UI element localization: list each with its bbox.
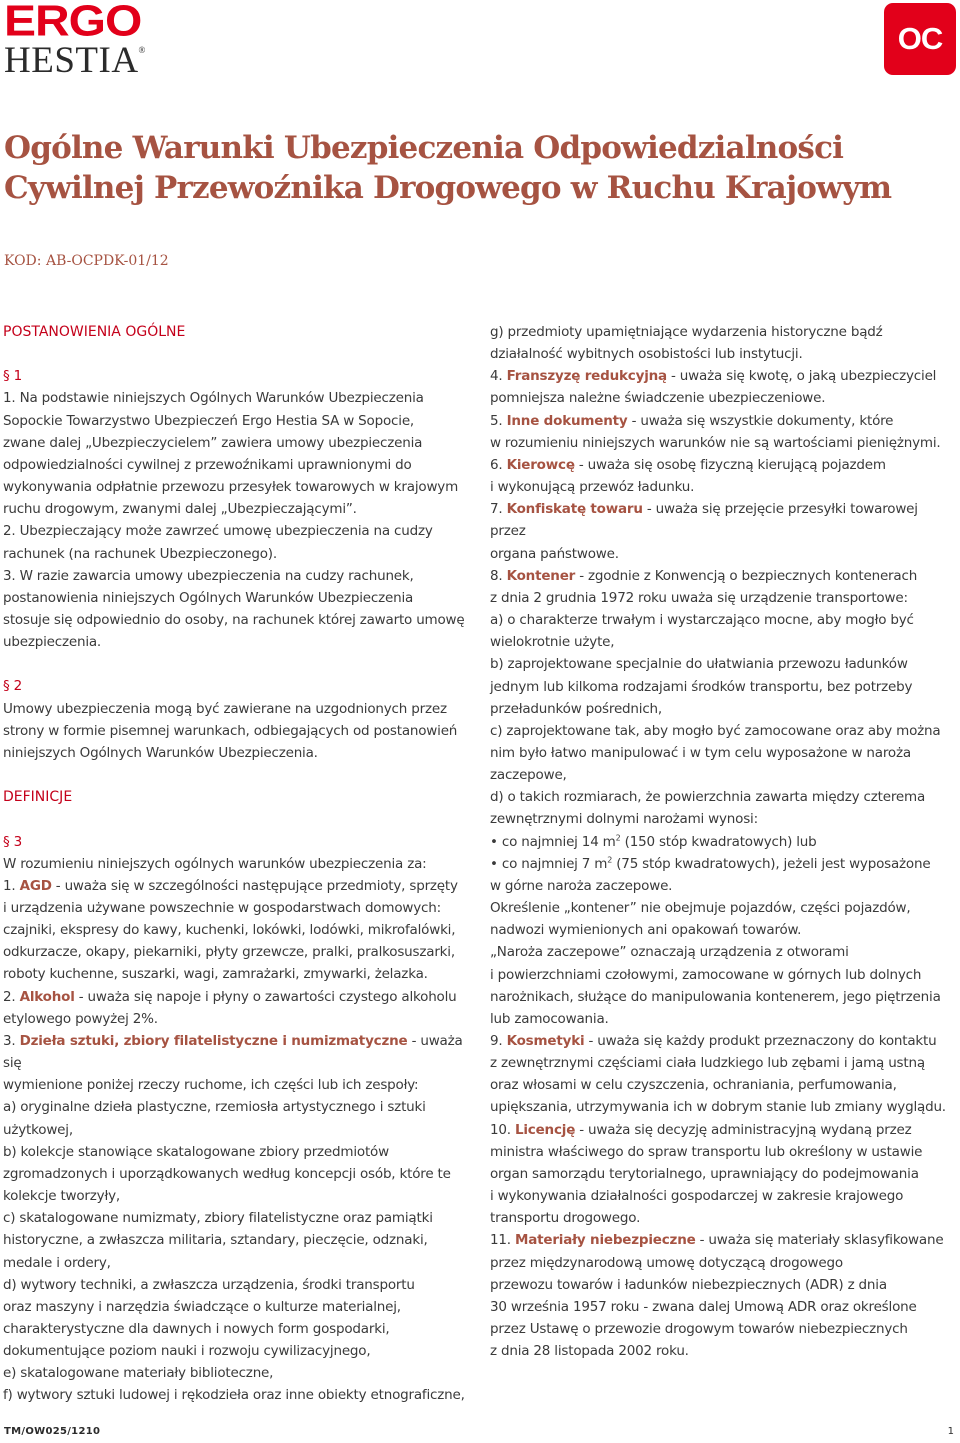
logo-hestia-text [4, 40, 146, 81]
text-line: c) zaprojektowane tak, aby mogło być zamocowane oraz aby można [490, 722, 941, 739]
definition-item [490, 1229, 955, 1251]
page-number: 1 [947, 1426, 954, 1437]
definition-text: - uważa się osobę fizyczną kierującą pojazdem [574, 456, 886, 473]
text-line: Sopockie Towarzystwo Ubezpieczeń Ergo Hestia SA w Sopocie, [3, 412, 415, 429]
text-line: narożnikach, służące do manipulowania kontenerem, jego piętrzenia [490, 988, 941, 1005]
text-line: „Naroża zaczepowe” oznaczają urządzenia z otworami [490, 944, 849, 961]
text-line: 1. Na podstawie niniejszych Ogólnych Warunków Ubezpieczenia [3, 390, 424, 407]
text-line: a) oryginalne dzieła plastyczne, rzemiosła artystycznego i sztuki [3, 1099, 426, 1116]
definition-text: - uważa się wszystkie dokumenty, które [627, 412, 894, 429]
text-line: postanowienia niniejszych Ogólnych Warunków Ubezpieczenia [3, 589, 414, 606]
definition-term: Licencję [514, 1121, 576, 1138]
text-line: b) kolekcje stanowiące skatalogowane zbiory przedmiotów [3, 1143, 389, 1160]
bullet-text: (75 stóp kwadratowych), jeżeli jest wyposażone [612, 855, 931, 872]
text-line: charakterystyczne dla dawnych i nowych form gospodarki, [3, 1320, 390, 1337]
text-line: zwane dalej „Ubezpieczycielem” zawiera umowy ubezpieczenia [3, 434, 423, 451]
text-line: przez międzynarodową umowę dotyczącą drogowego [490, 1254, 843, 1271]
text-line: 30 września 1957 roku - zwana dalej Umową ADR oraz określone [490, 1298, 917, 1315]
text-line: c) skatalogowane numizmaty, zbiory filatelistyczne oraz pamiątki [3, 1210, 433, 1227]
definition-term: Inne dokumenty [506, 412, 628, 429]
text-line: pomniejsza należne świadczenie ubezpieczeniowe. [490, 390, 826, 407]
text-line: kolekcje tworzyły, [3, 1188, 120, 1205]
text-line: wykonywania odpłatnie przewozu przesyłek towarowych w krajowym [3, 479, 459, 496]
text-line: ubezpieczenia. [3, 634, 102, 651]
registered-mark: ® [138, 45, 146, 55]
text-line: d) o takich rozmiarach, że powierzchnia zawarta między czterema [490, 789, 926, 806]
definition-term: Franszyzę redukcyjną [506, 368, 667, 385]
text-line: lub zamocowania. [490, 1010, 609, 1027]
text-line: jednym lub kilkoma rodzajami środków transportu, bez potrzeby [490, 678, 913, 695]
text-line: odkurzacze, okapy, piekarniki, płyty grzewcze, pralki, pralkosuszarki, [3, 944, 455, 961]
text-line: i powierzchniami czołowymi, zamocowane w górnych lub dolnych [490, 966, 922, 983]
definition-text: - uważa się napoje i płyny o zawartości czystego alkoholu [74, 988, 457, 1005]
text-line: stosuje się odpowiednio do osoby, na rachunek której zawarto umowę [3, 612, 465, 629]
bullet-text: • co najmniej 7 m [490, 855, 608, 872]
bullet-item [490, 831, 955, 853]
text-line: zgromadzonych i uporządkowanych według koncepcji osób, które te [3, 1165, 451, 1182]
text-line: roboty kuchenne, suszarki, wagi, zamrażarki, zmywarki, żelazka. [3, 966, 428, 983]
text-line: w górne naroża zaczepowe. [490, 877, 673, 894]
text-line: z dnia 28 listopada 2002 roku. [490, 1343, 689, 1360]
product-badge: OC [884, 3, 956, 75]
text-line: nadwozi wymienionych ani opakowań towarów. [490, 922, 802, 939]
paragraph-number-1: § 1 [3, 368, 23, 385]
text-line: b) zaprojektowane specjalnie do ułatwiania przewozu ładunków [490, 656, 908, 673]
paragraph-number-3: § 3 [3, 833, 23, 850]
superscript: 2 [615, 833, 621, 843]
logo-ergo-text: ERGO [4, 0, 142, 46]
definition-number: 7. [490, 501, 507, 518]
definition-number: 9. [490, 1033, 507, 1049]
definition-number: 4. [490, 368, 507, 385]
document-code: KOD: AB-OCPDK-01/12 [4, 253, 169, 269]
text-line: transportu drogowego. [490, 1210, 641, 1227]
text-line: dokumentujące poziom nauki i rozwoju cywilizacyjnego, [3, 1343, 371, 1360]
definition-text: - uważa się decyzję administracyjną wydaną przez [575, 1121, 912, 1138]
definition-item [490, 365, 955, 387]
bullet-text: (150 stóp kwadratowych) lub [620, 833, 817, 850]
ergo-hestia-logo [4, 0, 146, 81]
text-line: oraz włosami w celu czyszczenia, ochraniania, perfumowania, [490, 1077, 897, 1094]
text-line: historyczne, a zwłaszcza militaria, sztandary, pieczęcie, odznaki, [3, 1232, 428, 1249]
text-line: nim było łatwo manipulować i w tym celu wyposażone w naroża [490, 744, 911, 761]
text-line: z zewnętrznymi częściami ciała ludzkiego lub zębami i jamą ustną [490, 1055, 925, 1072]
text-line: g) przedmioty upamiętniające wydarzenia historyczne bądź [490, 324, 883, 340]
text-line: użytkowej, [3, 1121, 73, 1138]
definition-term: AGD [19, 877, 52, 894]
bullet-item [490, 853, 955, 875]
definition-item [490, 1119, 955, 1141]
definition-item [3, 875, 473, 897]
definition-number: 6. [490, 456, 507, 473]
text-line: z dnia 2 grudnia 1972 roku uważa się urządzenie transportowe: [490, 589, 908, 606]
text-line: organa państwowe. [490, 545, 619, 562]
definition-term: Materiały niebezpieczne [514, 1232, 696, 1249]
text-line: 2. Ubezpieczający może zawrzeć umowę ubezpieczenia na cudzy [3, 523, 433, 540]
definition-number: 5. [490, 412, 507, 429]
text-line: i wykonywania działalności gospodarczej w zakresie krajowego [490, 1188, 904, 1205]
bullet-text: • co najmniej 14 m [490, 833, 616, 850]
definition-term: Kosmetyki [506, 1033, 585, 1049]
definition-term: Kontener [506, 567, 576, 584]
text-line: Określenie „kontener” nie obejmuje pojazdów, części pojazdów, [490, 900, 911, 917]
paragraph-number-2: § 2 [3, 678, 23, 695]
section-heading-definitions: DEFINICJE [3, 789, 73, 806]
definition-item [490, 1030, 955, 1052]
left-column [3, 321, 473, 1407]
text-line: organ samorządu terytorialnego, uprawniający do podejmowania [490, 1165, 919, 1182]
document-title: Ogólne Warunki Ubezpieczenia Odpowiedzialności Cywilnej Przewoźnika Drogowego w Ruchu Krajowym [4, 130, 892, 206]
definition-number: 11. [490, 1232, 515, 1249]
text-line: odpowiedzialności cywilnej z przewoźnikami uprawnionymi do [3, 456, 412, 473]
definition-text: - uważa się w szczególności następujące przedmioty, sprzęty [51, 877, 458, 894]
definition-term: Konfiskatę towaru [506, 501, 643, 518]
text-line: czajniki, ekspresy do kawy, kuchenki, lokówki, lodówki, mikrofalówki, [3, 922, 456, 939]
text-line: e) skatalogowane materiały biblioteczne, [3, 1365, 274, 1382]
definition-item [490, 565, 955, 587]
definition-number: 10. [490, 1121, 515, 1138]
text-line: Umowy ubezpieczenia mogą być zawierane na uzgodnionych przez [3, 700, 447, 717]
text-line: d) wytwory techniki, a zwłaszcza urządzenia, środki transportu [3, 1276, 415, 1293]
definition-text: - uważa się każdy produkt przeznaczony do kontaktu [584, 1033, 937, 1049]
logo-hestia-word: HESTIA [4, 40, 139, 81]
text-line: ruchu drogowym, zwanymi dalej „Ubezpieczającymi”. [3, 501, 357, 518]
definition-text: - uważa się przejęcie przesyłki towarowej przez [490, 501, 918, 540]
footer-code: TM/OW025/1210 [4, 1426, 101, 1437]
text-line: przez Ustawę o przewozie drogowym towarów niebezpiecznych [490, 1321, 908, 1338]
text-line: i wykonującą przewóz ładunku. [490, 479, 695, 496]
definition-term: Kierowcę [506, 456, 575, 473]
definition-item [3, 986, 473, 1008]
definition-text: - zgodnie z Konwencją o bezpiecznych kontenerach [575, 567, 918, 584]
definition-number: 1. [3, 877, 20, 894]
definition-term: Dzieła sztuki, zbiory filatelistyczne i numizmatyczne [19, 1032, 408, 1049]
text-line: upiększania, utrzymywania ich w dobrym stanie lub zmiany wyglądu. [490, 1099, 946, 1116]
definition-term: Alkohol [19, 988, 75, 1005]
text-line: działalność wybitnych osobistości lub instytucji. [490, 346, 803, 363]
definition-item [490, 410, 955, 432]
definition-text: - uważa się [3, 1032, 463, 1072]
text-line: oraz maszyny i narzędzia świadczące o kulturze materialnej, [3, 1298, 401, 1315]
text-line: W rozumieniu niniejszych ogólnych warunków ubezpieczenia za: [3, 855, 427, 872]
text-line: przewozu towarów i ładunków niebezpiecznych (ADR) z dnia [490, 1276, 887, 1293]
text-line: zaczepowe, [490, 767, 567, 784]
definition-item [490, 498, 955, 542]
text-line: medale i ordery, [3, 1254, 111, 1271]
text-line: i urządzenia używane powszechnie w gospodarstwach domowych: [3, 900, 441, 916]
text-line: niniejszych Ogólnych Warunków Ubezpieczenia. [3, 744, 318, 761]
definition-item [490, 454, 955, 476]
definition-text: - uważa się kwotę, o jaką ubezpieczyciel [666, 368, 937, 385]
text-line: 3. W razie zawarcia umowy ubezpieczenia na cudzy rachunek, [3, 567, 414, 584]
text-line: w rozumieniu niniejszych warunków nie są wartościami pieniężnymi. [490, 434, 941, 451]
text-line: przeładunków pośrednich, [490, 700, 662, 717]
definition-item [3, 1030, 473, 1074]
text-line: etylowego powyżej 2%. [3, 1010, 158, 1027]
section-heading-general: POSTANOWIENIA OGÓLNE [3, 324, 186, 340]
definition-number: 3. [3, 1032, 20, 1049]
text-line: wymienione poniżej rzeczy ruchome, ich części lub ich zespoły: [3, 1077, 419, 1094]
text-line: rachunek (na rachunek Ubezpieczonego). [3, 545, 277, 562]
text-line: a) o charakterze trwałym i wystarczająco mocne, aby mogło być [490, 612, 914, 629]
right-column [490, 321, 955, 1362]
text-line: wielokrotnie użyte, [490, 634, 615, 651]
definition-text: - uważa się materiały sklasyfikowane [695, 1232, 944, 1249]
text-line: zewnętrznymi dolnymi narożami wynosi: [490, 811, 758, 828]
text-line: f) wytwory sztuki ludowej i rękodzieła oraz inne obiekty etnograficzne, [3, 1387, 465, 1404]
definition-number: 8. [490, 567, 507, 584]
text-line: ministra właściwego do spraw transportu lub określony w ustawie [490, 1143, 923, 1160]
text-line: strony w formie pisemnej warunkach, odbiegających od postanowień [3, 722, 458, 739]
superscript: 2 [607, 855, 613, 865]
definition-number: 2. [3, 988, 20, 1005]
